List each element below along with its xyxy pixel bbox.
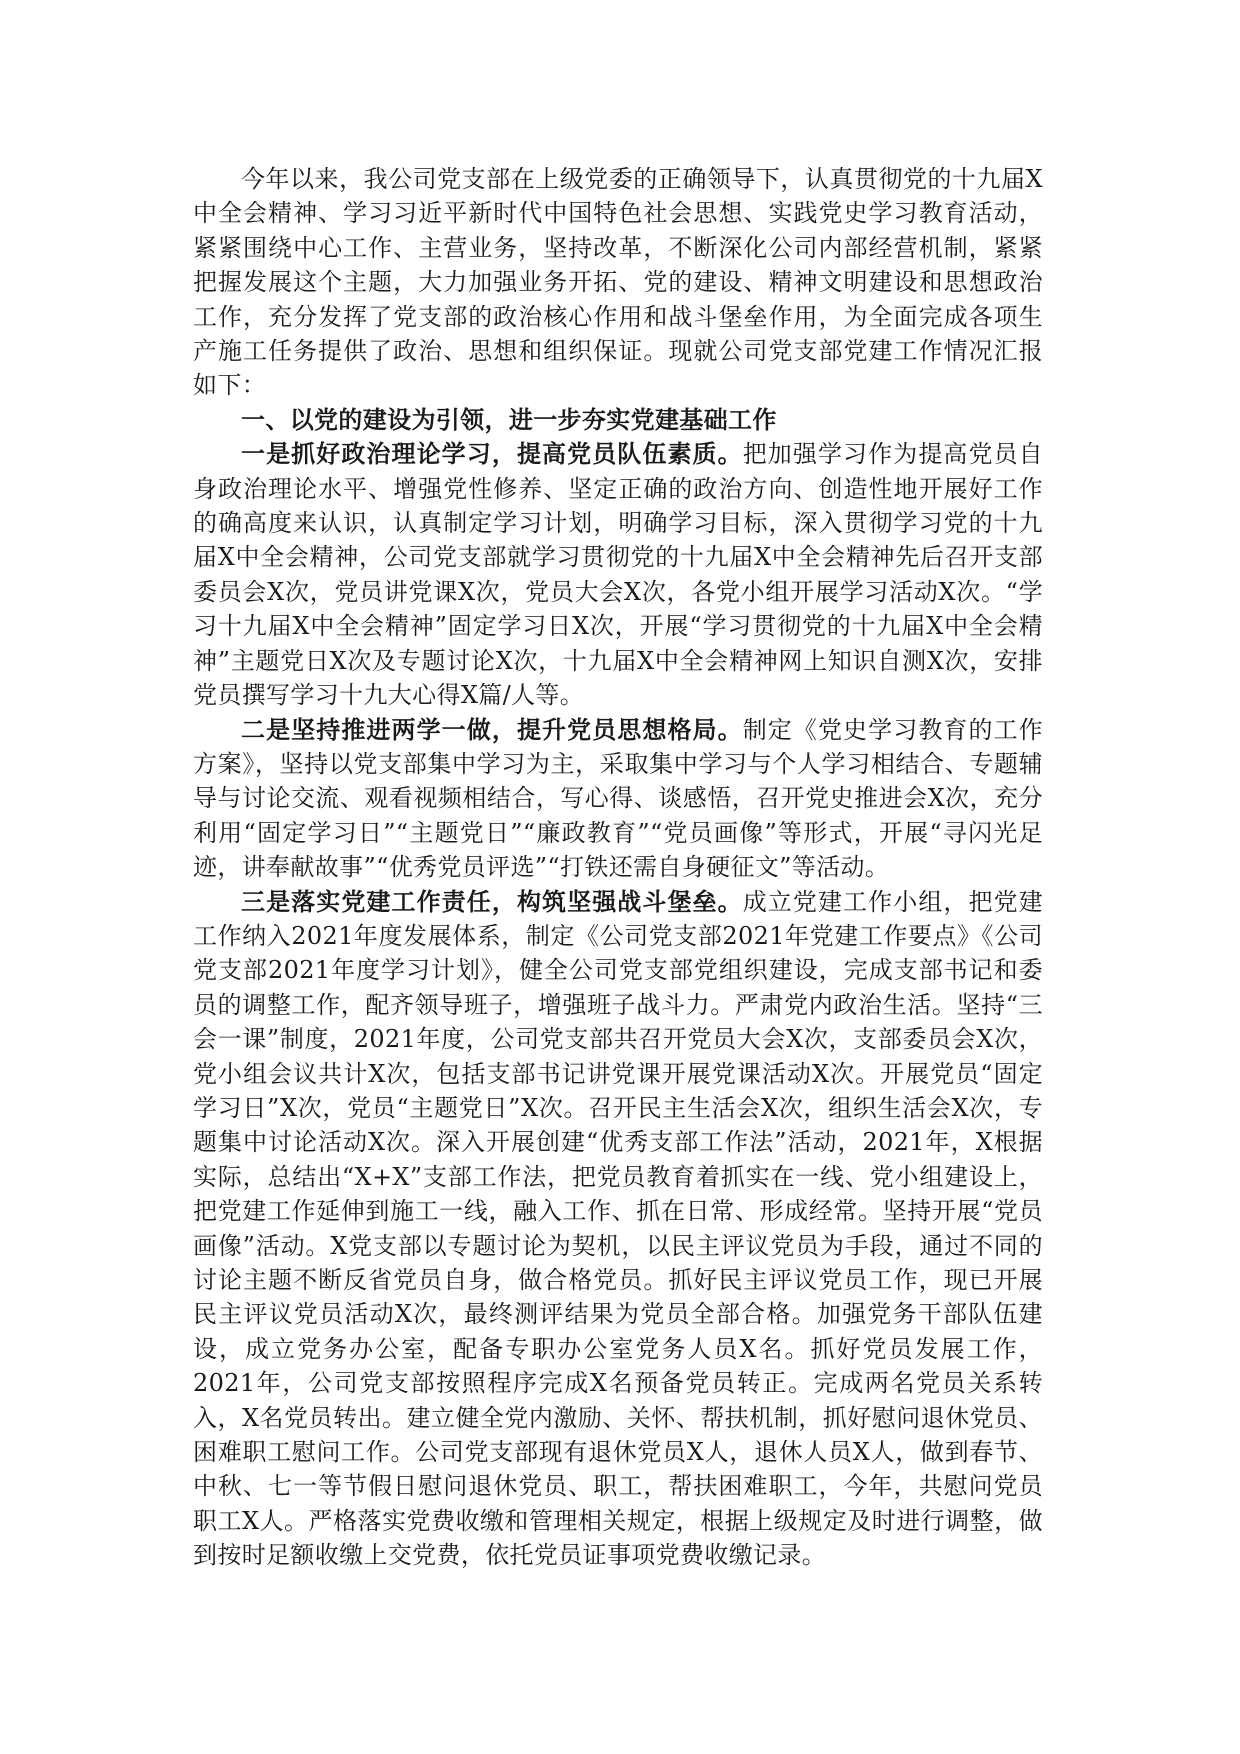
paragraph-responsibility: [193, 885, 1043, 1573]
paragraph-text: 制定《党史学习教育的工作方案》，坚持以党支部集中学习为主，采取集中学习与个人学习相结合、专题辅导与讨论交流、观看视频相结合，写心得、谈感悟，召开党史推进会Ⅹ次，充分利用“固定学习日”“主题党日”“廉政教育”“党员画像”等形式，开展“寻闪光足迹，讲奉献故事”“优秀党员评选”“打铁还需自身硬征文”等活动。: [193, 715, 1044, 882]
paragraph-lead: 一是抓好政治理论学习，提高党员队伍素质。: [241, 439, 743, 469]
paragraph-text: 成立党建工作小组，把党建工作纳入2021年度发展体系，制定《公司党支部2021年党建工作要点》《公司党支部2021年度学习计划》，健全公司党支部党组织建设，完成支部书记和委员的调整工作，配齐领导班子，增强班子战斗力。严肃党内政治生活。坚持“三会一课”制度，2021年度，公司党支部共召开党员大会Ⅹ次，支部委员会Ⅹ次，党小组会议共计Ⅹ次，包括支部书记讲党课开展党课活动Ⅹ次。开展党员“固定学习日”Ⅹ次，党员“主题党日”Ⅹ次。召开民主生活会Ⅹ次，组织生活会Ⅹ次，专题集中讨论活动Ⅹ次。深入开展创建“优秀支部工作法”活动，2021年，Ⅹ根据实际，总结出“X+X”支部工作法，把党员教育着抓实在一线、党小组建设上，把党建工作延伸到施工一线，融入工作、抓在日常、形成经常。坚持开展“党员画像”活动。Ⅹ党支部以专题讨论为契机，以民主评议党员为手段，通过不同的讨论主题不断反省党员自身，做合格党员。抓好民主评议党员工作，现已开展民主评议党员活动Ⅹ次，最终测评结果为党员全部合格。加强党务干部队伍建设，成立党务办公室，配备专职办公室党务人员Ⅹ名。抓好党员发展工作，2021年，公司党支部按照程序完成Ⅹ名预备党员转正。完成两名党员关系转入，Ⅹ名党员转出。建立健全党内激励、关怀、帮扶机制，抓好慰问退休党员、困难职工慰问工作。公司党支部现有退休党员Ⅹ人，退休人员Ⅹ人，做到春节、中秋、七一等节假日慰问退休党员、职工，帮扶困难职工，今年，共慰问党员职工Ⅹ人。严格落实党费收缴和管理相关规定，根据上级规定及时进行调整，做到按时足额收缴上交党费，依托党员证事项党费收缴记录。: [193, 887, 1044, 1570]
paragraph-text: 把加强学习作为提高党员自身政治理论水平、增强党性修养、坚定正确的政治方向、创造性地开展好工作的确高度来认识，认真制定学习计划，明确学习目标，深入贯彻学习党的十九届Ⅹ中全会精神，公司党支部就学习贯彻党的十九届Ⅹ中全会精神先后召开支部委员会Ⅹ次，党员讲党课Ⅹ次，党员大会Ⅹ次，各党小组开展学习活动Ⅹ次。“学习十九届Ⅹ中全会精神”固定学习日Ⅹ次，开展“学习贯彻党的十九届Ⅹ中全会精神”主题党日Ⅹ次及专题讨论Ⅹ次，十九届Ⅹ中全会精神网上知识自测Ⅹ次，安排党员撰写学习十九大心得Ⅹ篇/人等。: [193, 440, 1044, 710]
paragraph-lead: 二是坚持推进两学一做，提升党员思想格局。: [241, 714, 743, 744]
paragraph-lead: 三是落实党建工作责任，构筑坚强战斗堡垒。: [241, 886, 743, 916]
paragraph-theory-study: [193, 437, 1043, 712]
section-heading: 一、以党的建设为引领，进一步夯实党建基础工作: [241, 404, 777, 434]
paragraph-two-studies: [193, 713, 1043, 885]
document-body: [193, 162, 1043, 1573]
intro-paragraph: 今年以来，我公司党支部在上级党委的正确领导下，认真贯彻党的十九届Ⅹ中全会精神、学习习近平新时代中国特色社会思想、实践党史学习教育活动，紧紧围绕中心工作、主营业务，坚持改革，不断深化公司内部经营机制，紧紧把握发展这个主题，大力加强业务开拓、党的建设、精神文明建设和思想政治工作，充分发挥了党支部的政治核心作用和战斗堡垒作用，为全面完成各项生产施工任务提供了政治、思想和组织保证。现就公司党支部党建工作情况汇报如下：: [193, 165, 1043, 400]
